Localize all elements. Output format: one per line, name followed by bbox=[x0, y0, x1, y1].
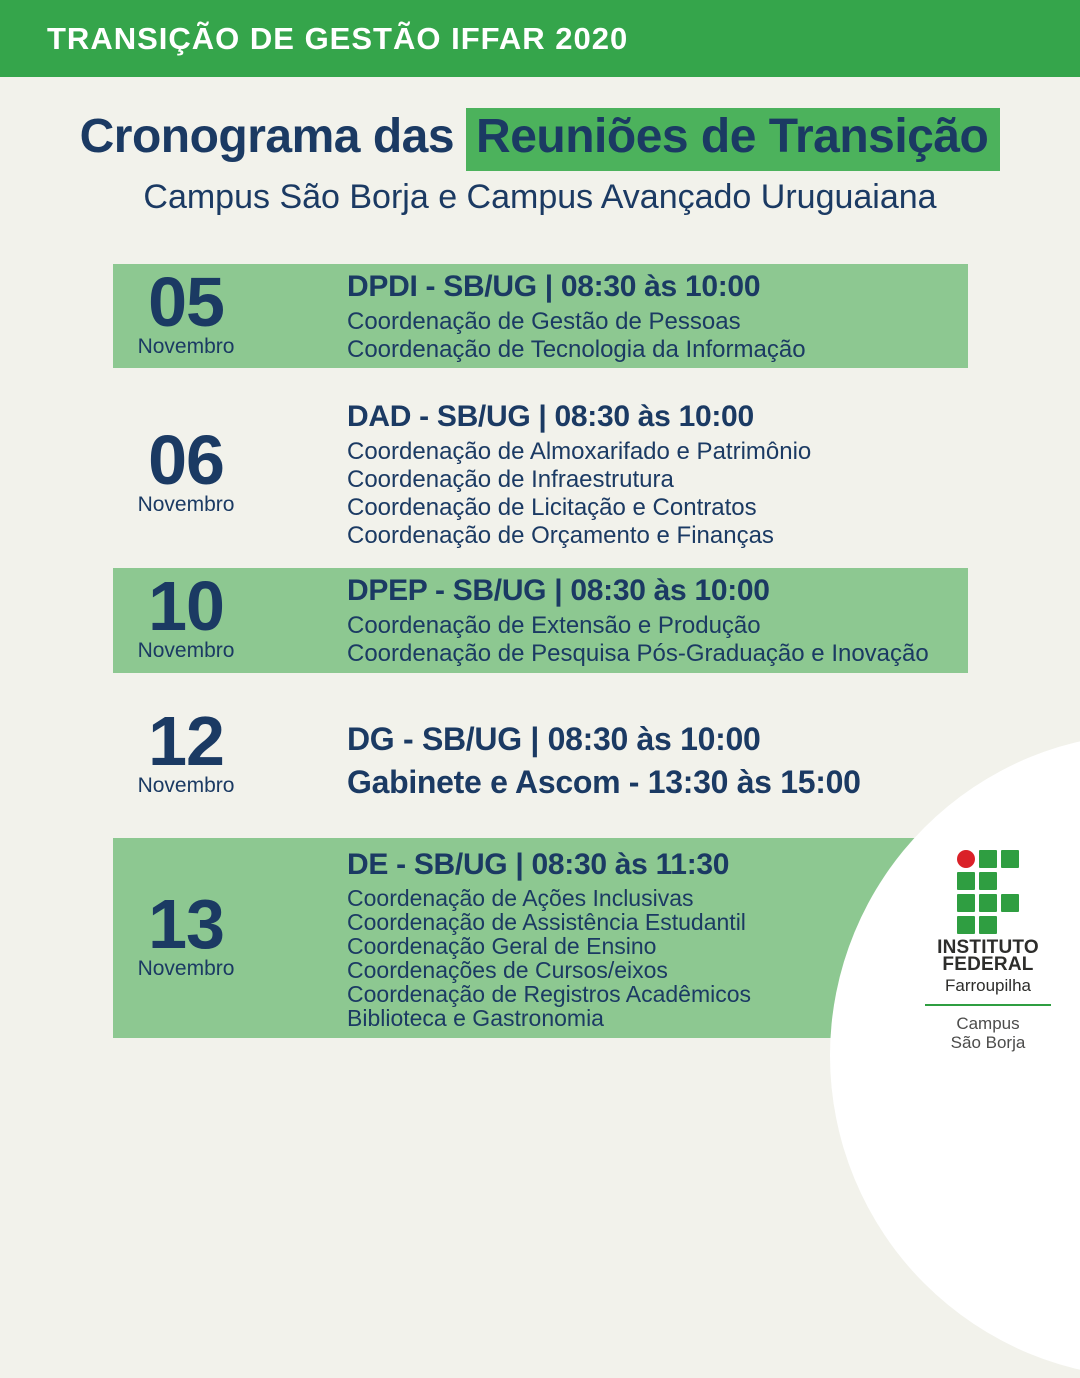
meeting-item: Coordenação de Ações Inclusivas bbox=[347, 884, 694, 911]
meeting-items bbox=[347, 438, 960, 550]
meeting-item: Coordenação Geral de Ensino bbox=[347, 932, 657, 959]
meeting-item: Biblioteca e Gastronomia bbox=[347, 1004, 604, 1031]
date-column bbox=[113, 567, 347, 663]
date-month: Novembro bbox=[137, 774, 235, 797]
meeting-headings bbox=[347, 847, 960, 882]
campus-name bbox=[951, 1014, 1026, 1052]
meeting-heading: DPDI - SB/UG | 08:30 às 10:00 bbox=[347, 269, 761, 303]
if-logo-square bbox=[957, 872, 975, 890]
meeting-item: Coordenação de Extensão e Produção bbox=[347, 612, 761, 639]
date-day: 06 bbox=[148, 421, 224, 499]
meeting-heading: DG - SB/UG | 08:30 às 10:00 bbox=[347, 720, 761, 757]
logo-divider bbox=[925, 1004, 1051, 1006]
if-logo-square bbox=[1001, 894, 1019, 912]
campus-name-line1: Campus bbox=[956, 1014, 1020, 1033]
top-banner bbox=[0, 0, 1080, 77]
schedule-block bbox=[113, 381, 968, 568]
date-column bbox=[113, 884, 347, 981]
meeting-items bbox=[347, 612, 960, 668]
page-title-prefix: Cronograma das bbox=[79, 110, 455, 163]
meeting-item: Coordenação de Gestão de Pessoas bbox=[347, 307, 741, 335]
schedule-block bbox=[113, 264, 968, 368]
banner-title: TRANSIÇÃO DE GESTÃO IFFAR 2020 bbox=[47, 20, 629, 56]
meeting-item: Coordenação de Registros Acadêmicos bbox=[347, 980, 752, 1007]
date-month: Novembro bbox=[137, 639, 235, 662]
block-content bbox=[347, 573, 968, 668]
schedule-block bbox=[113, 673, 968, 838]
if-logo-square bbox=[1001, 850, 1019, 868]
date-group bbox=[126, 421, 246, 517]
meeting-heading: DE - SB/UG | 08:30 às 11:30 bbox=[347, 847, 730, 881]
meeting-headings bbox=[347, 399, 960, 434]
meeting-headings bbox=[347, 718, 960, 804]
if-logo-dot bbox=[957, 850, 975, 868]
date-column bbox=[113, 702, 347, 798]
institution-name-line1: INSTITUTO bbox=[937, 937, 1039, 958]
if-logo-gap bbox=[1001, 872, 1019, 890]
date-group bbox=[126, 884, 246, 981]
meeting-headings bbox=[347, 573, 960, 608]
date-group bbox=[126, 262, 246, 359]
schedule-list bbox=[113, 264, 968, 1038]
if-logo-square bbox=[979, 850, 997, 868]
date-group bbox=[126, 567, 246, 663]
page-subtitle: Campus São Borja e Campus Avançado Uruguaiana bbox=[143, 178, 937, 216]
meeting-item: Coordenações de Cursos/eixos bbox=[347, 956, 668, 983]
date-day: 05 bbox=[148, 262, 224, 341]
meeting-heading: DPEP - SB/UG | 08:30 às 10:00 bbox=[347, 574, 770, 607]
block-content bbox=[347, 399, 968, 550]
page-title-highlight: Reuniões de Transição bbox=[466, 108, 1000, 171]
date-day: 10 bbox=[148, 567, 224, 645]
if-logo-square bbox=[957, 916, 975, 934]
page-title bbox=[0, 106, 1080, 168]
if-logo-icon bbox=[957, 850, 1019, 934]
meeting-headings bbox=[347, 269, 960, 304]
if-logo-square bbox=[979, 872, 997, 890]
date-column bbox=[113, 262, 347, 359]
date-column bbox=[113, 421, 347, 517]
if-logo-square bbox=[979, 916, 997, 934]
meeting-item: Coordenação de Almoxarifado e Patrimônio bbox=[347, 438, 812, 465]
campus-name-line2: São Borja bbox=[950, 1033, 1026, 1052]
date-month: Novembro bbox=[137, 493, 235, 516]
headline-section bbox=[0, 106, 1080, 218]
institution-name-line3: Farroupilha bbox=[944, 976, 1031, 995]
meeting-items bbox=[347, 308, 960, 364]
date-day: 13 bbox=[148, 884, 224, 963]
if-logo-square bbox=[979, 894, 997, 912]
meeting-item: Coordenação de Assistência Estudantil bbox=[347, 908, 746, 935]
institution-name bbox=[937, 939, 1039, 996]
meeting-item: Coordenação de Licitação e Contratos bbox=[347, 494, 757, 521]
institution-logo bbox=[888, 850, 1080, 1052]
meeting-item: Coordenação de Infraestrutura bbox=[347, 466, 674, 493]
meeting-item: Coordenação de Pesquisa Pós-Graduação e Inovação bbox=[347, 640, 929, 667]
if-logo-square bbox=[957, 894, 975, 912]
date-month: Novembro bbox=[137, 956, 235, 980]
meeting-item: Coordenação de Orçamento e Finanças bbox=[347, 522, 774, 549]
date-group bbox=[126, 702, 246, 798]
meeting-heading: DAD - SB/UG | 08:30 às 10:00 bbox=[347, 400, 754, 433]
date-month: Novembro bbox=[137, 334, 235, 358]
date-day: 12 bbox=[148, 702, 224, 780]
institution-name-line2: FEDERAL bbox=[942, 954, 1034, 975]
schedule-block bbox=[113, 568, 968, 673]
if-logo-gap bbox=[1001, 916, 1019, 934]
meeting-heading: Gabinete e Ascom - 13:30 às 15:00 bbox=[347, 763, 861, 800]
block-content bbox=[347, 708, 968, 804]
block-content bbox=[347, 269, 968, 364]
meeting-item: Coordenação de Tecnologia da Informação bbox=[347, 335, 806, 363]
